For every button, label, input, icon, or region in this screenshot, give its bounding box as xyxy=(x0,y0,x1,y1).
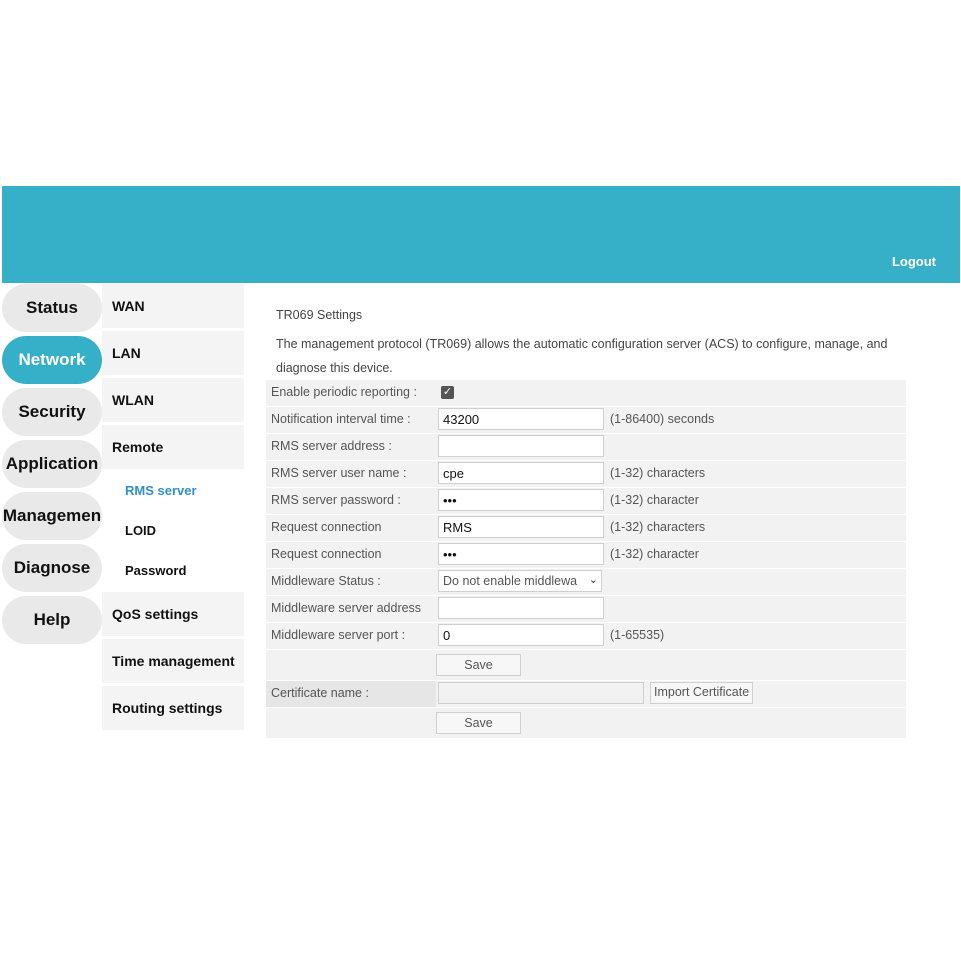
request-password-input[interactable]: ••• xyxy=(438,543,604,565)
chevron-down-icon: ⌄ xyxy=(588,574,598,586)
rms-address-input[interactable] xyxy=(438,435,604,457)
save-certificate-button[interactable]: Save xyxy=(436,712,521,734)
import-certificate-button[interactable]: Import Certificate xyxy=(650,682,753,704)
page-title: TR069 Settings xyxy=(276,308,363,322)
form-row-middleware-port xyxy=(266,623,906,649)
rms-user-hint: (1-32) characters xyxy=(610,466,706,480)
notification-interval-label: Notification interval time : xyxy=(271,412,411,426)
sub-menu-password[interactable]: Password xyxy=(102,550,244,590)
form-row-rms-password xyxy=(266,488,906,514)
sub-menu-qos[interactable]: QoS settings xyxy=(102,592,244,636)
form-row-middleware-address xyxy=(266,596,906,622)
form-row-save-certificate xyxy=(266,708,906,738)
middleware-address-input[interactable] xyxy=(438,597,604,619)
rms-address-label: RMS server address : xyxy=(271,439,392,453)
rms-user-label: RMS server user name : xyxy=(271,466,407,480)
notification-interval-input[interactable]: 43200 xyxy=(438,408,604,430)
rms-user-input[interactable]: cpe xyxy=(438,462,604,484)
rms-password-label: RMS server password : xyxy=(271,493,401,507)
save-button[interactable]: Save xyxy=(436,654,521,676)
sub-menu-lan[interactable]: LAN xyxy=(102,331,244,375)
periodic-reporting-label: Enable periodic reporting : xyxy=(271,385,417,399)
rms-password-input[interactable]: ••• xyxy=(438,489,604,511)
request-password-label: Request connection xyxy=(271,547,382,561)
header-bar xyxy=(2,186,960,283)
form-row-notification-interval xyxy=(266,407,906,433)
sub-menu-rms-server[interactable]: RMS server xyxy=(102,470,244,510)
middleware-port-hint: (1-65535) xyxy=(610,628,665,642)
middleware-port-label: Middleware server port : xyxy=(271,628,406,642)
middleware-status-label: Middleware Status : xyxy=(271,574,381,588)
main-menu-security[interactable]: Security xyxy=(2,388,102,436)
request-user-label: Request connection xyxy=(271,520,382,534)
periodic-reporting-checkbox[interactable]: ✓ xyxy=(442,386,453,398)
certificate-name-input[interactable] xyxy=(438,682,644,704)
sub-menu-wan[interactable]: WAN xyxy=(102,284,244,328)
form-row-rms-address xyxy=(266,434,906,460)
middleware-status-value: Do not enable middlewa xyxy=(443,574,578,588)
main-menu-diagnose[interactable]: Diagnose xyxy=(2,544,102,592)
form-row-periodic-reporting xyxy=(266,380,906,406)
sub-menu-loid[interactable]: LOID xyxy=(102,510,244,550)
sub-menu-routing[interactable]: Routing settings xyxy=(102,686,244,730)
logout-link[interactable]: Logout xyxy=(891,254,936,269)
page-description: The management protocol (TR069) allows the automatic configuration server (ACS) to configure, manage, and diagnose this device. xyxy=(276,337,888,375)
middleware-address-label: Middleware server address xyxy=(271,601,422,615)
middleware-port-input[interactable]: 0 xyxy=(438,624,604,646)
form-row-rms-user xyxy=(266,461,906,487)
sub-menu-remote[interactable]: Remote xyxy=(102,425,244,469)
sub-menu-wlan[interactable]: WLAN xyxy=(102,378,244,422)
request-user-hint: (1-32) characters xyxy=(610,520,706,534)
form-row-certificate xyxy=(266,681,906,707)
form-row-request-password xyxy=(266,542,906,568)
main-menu-application[interactable]: Application xyxy=(2,440,102,488)
certificate-label: Certificate name : xyxy=(271,686,369,700)
notification-interval-hint: (1-86400) seconds xyxy=(610,412,715,426)
main-menu-status[interactable]: Status xyxy=(2,284,102,332)
request-user-input[interactable]: RMS xyxy=(438,516,604,538)
main-menu-management[interactable]: Managemen xyxy=(2,492,102,540)
request-password-hint: (1-32) character xyxy=(610,547,699,561)
form-row-save xyxy=(266,650,906,680)
sub-menu-time[interactable]: Time management xyxy=(102,639,244,683)
form-row-request-user xyxy=(266,515,906,541)
main-menu-help[interactable]: Help xyxy=(2,596,102,644)
main-menu-network[interactable]: Network xyxy=(2,336,102,384)
middleware-status-select[interactable] xyxy=(438,570,602,592)
rms-password-hint: (1-32) character xyxy=(610,493,699,507)
form-row-middleware-status xyxy=(266,569,906,595)
